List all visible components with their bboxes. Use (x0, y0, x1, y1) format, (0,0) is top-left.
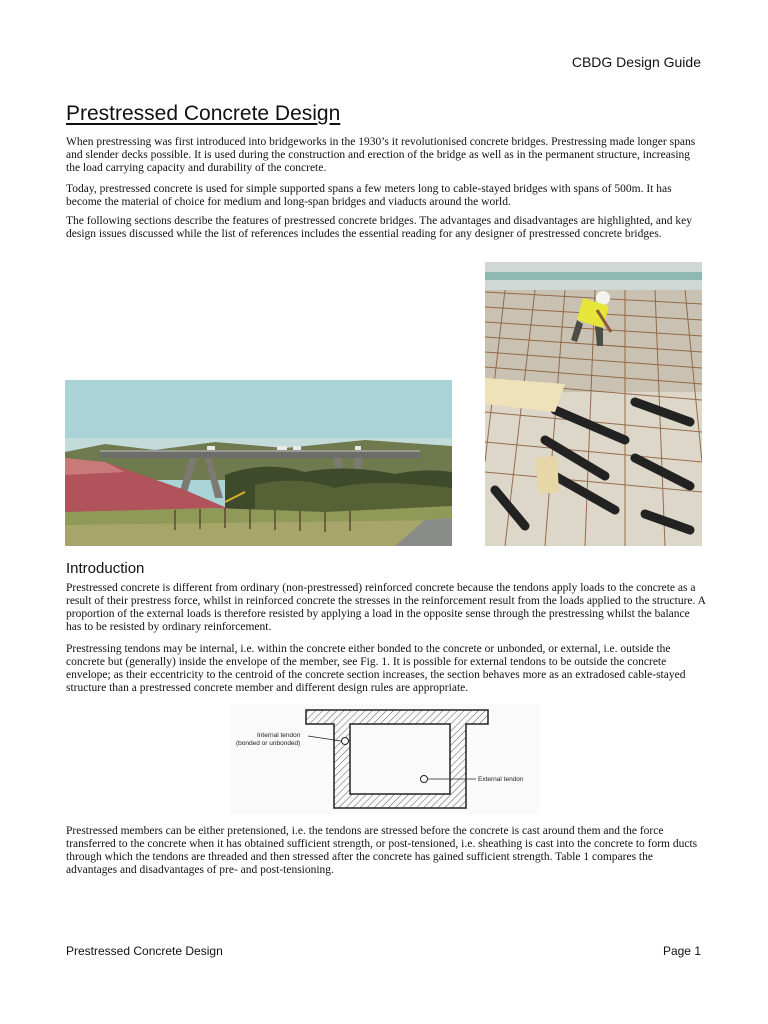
header-guide-title: CBDG Design Guide (571, 54, 701, 70)
tendon-cross-section-figure (230, 704, 540, 814)
intro-paragraph-3: The following sections describe the features of prestressed concrete bridges. The advantages and disadvantages are highlighted, and key design issues discussed while the list of references includes the essential reading for any designer of prestressed concrete bridges. (66, 215, 692, 240)
figure-label-internal-tendon: Internal tendon (257, 732, 301, 739)
bridge-photo (65, 380, 452, 546)
section-heading-introduction: Introduction (66, 560, 145, 577)
figure-label-external-tendon: External tendon (478, 776, 524, 783)
figure-label-bonded-unbonded: (bonded or unbonded) (236, 740, 301, 747)
introduction-paragraph-2: Prestressing tendons may be internal, i.e. within the concrete either bonded to the concrete or unbonded, or external, i.e. outside the concrete but (generally) inside the envelope of the member, see Fig. 1. It is possible for external tendons to be outside the concrete envelope; as their eccentricity to the centroid of the concrete section increases, the section behaves more as an extradosed cable-stayed structure than a prestressed concrete member and different design rules are appropriate. (66, 643, 686, 694)
introduction-paragraph-3: Prestressed members can be either pretensioned, i.e. the tendons are stressed before the concrete is cast around them and the force transferred to the concrete when it has obtained sufficient strength, or post-tensioned, i.e. sheathing is cast into the concrete to form ducts through which the tendons are threaded and then stressed after the concrete has gained sufficient strength. Table 1 compares the advantages and disadvantages of pre- and post-tensioning. (66, 825, 698, 876)
rebar-construction-photo (485, 262, 702, 546)
intro-paragraph-1: When prestressing was first introduced into bridgeworks in the 1930’s it revolutionised concrete bridges. Prestressing made longer spans and slender decks possible. It is used during the construction and erection of the bridge as well as in the permanent structure, increasing the load carrying capacity and durability of the concrete. (66, 136, 696, 174)
intro-paragraph-2: Today, prestressed concrete is used for simple supported spans a few meters long to cable-stayed bridges with spans of 500m. It has become the material of choice for medium and long-span bridges and viaducts around the world. (66, 183, 672, 208)
introduction-paragraph-1: Prestressed concrete is different from ordinary (non-prestressed) reinforced concrete because the tendons apply loads to the concrete as a result of their prestress force, whilst in reinforced concrete the stresses in the reinforcement result from the loads applied to the structure. A proportion of the external loads is therefore resisted by applying a load in the opposite sense through the prestressing whilst the balance has to be resisted by ordinary reinforcement. (66, 582, 706, 633)
footer-document-title: Prestressed Concrete Design (66, 944, 223, 958)
page-title: Prestressed Concrete Design (66, 102, 341, 125)
footer-page-number: Page 1 (662, 944, 701, 958)
